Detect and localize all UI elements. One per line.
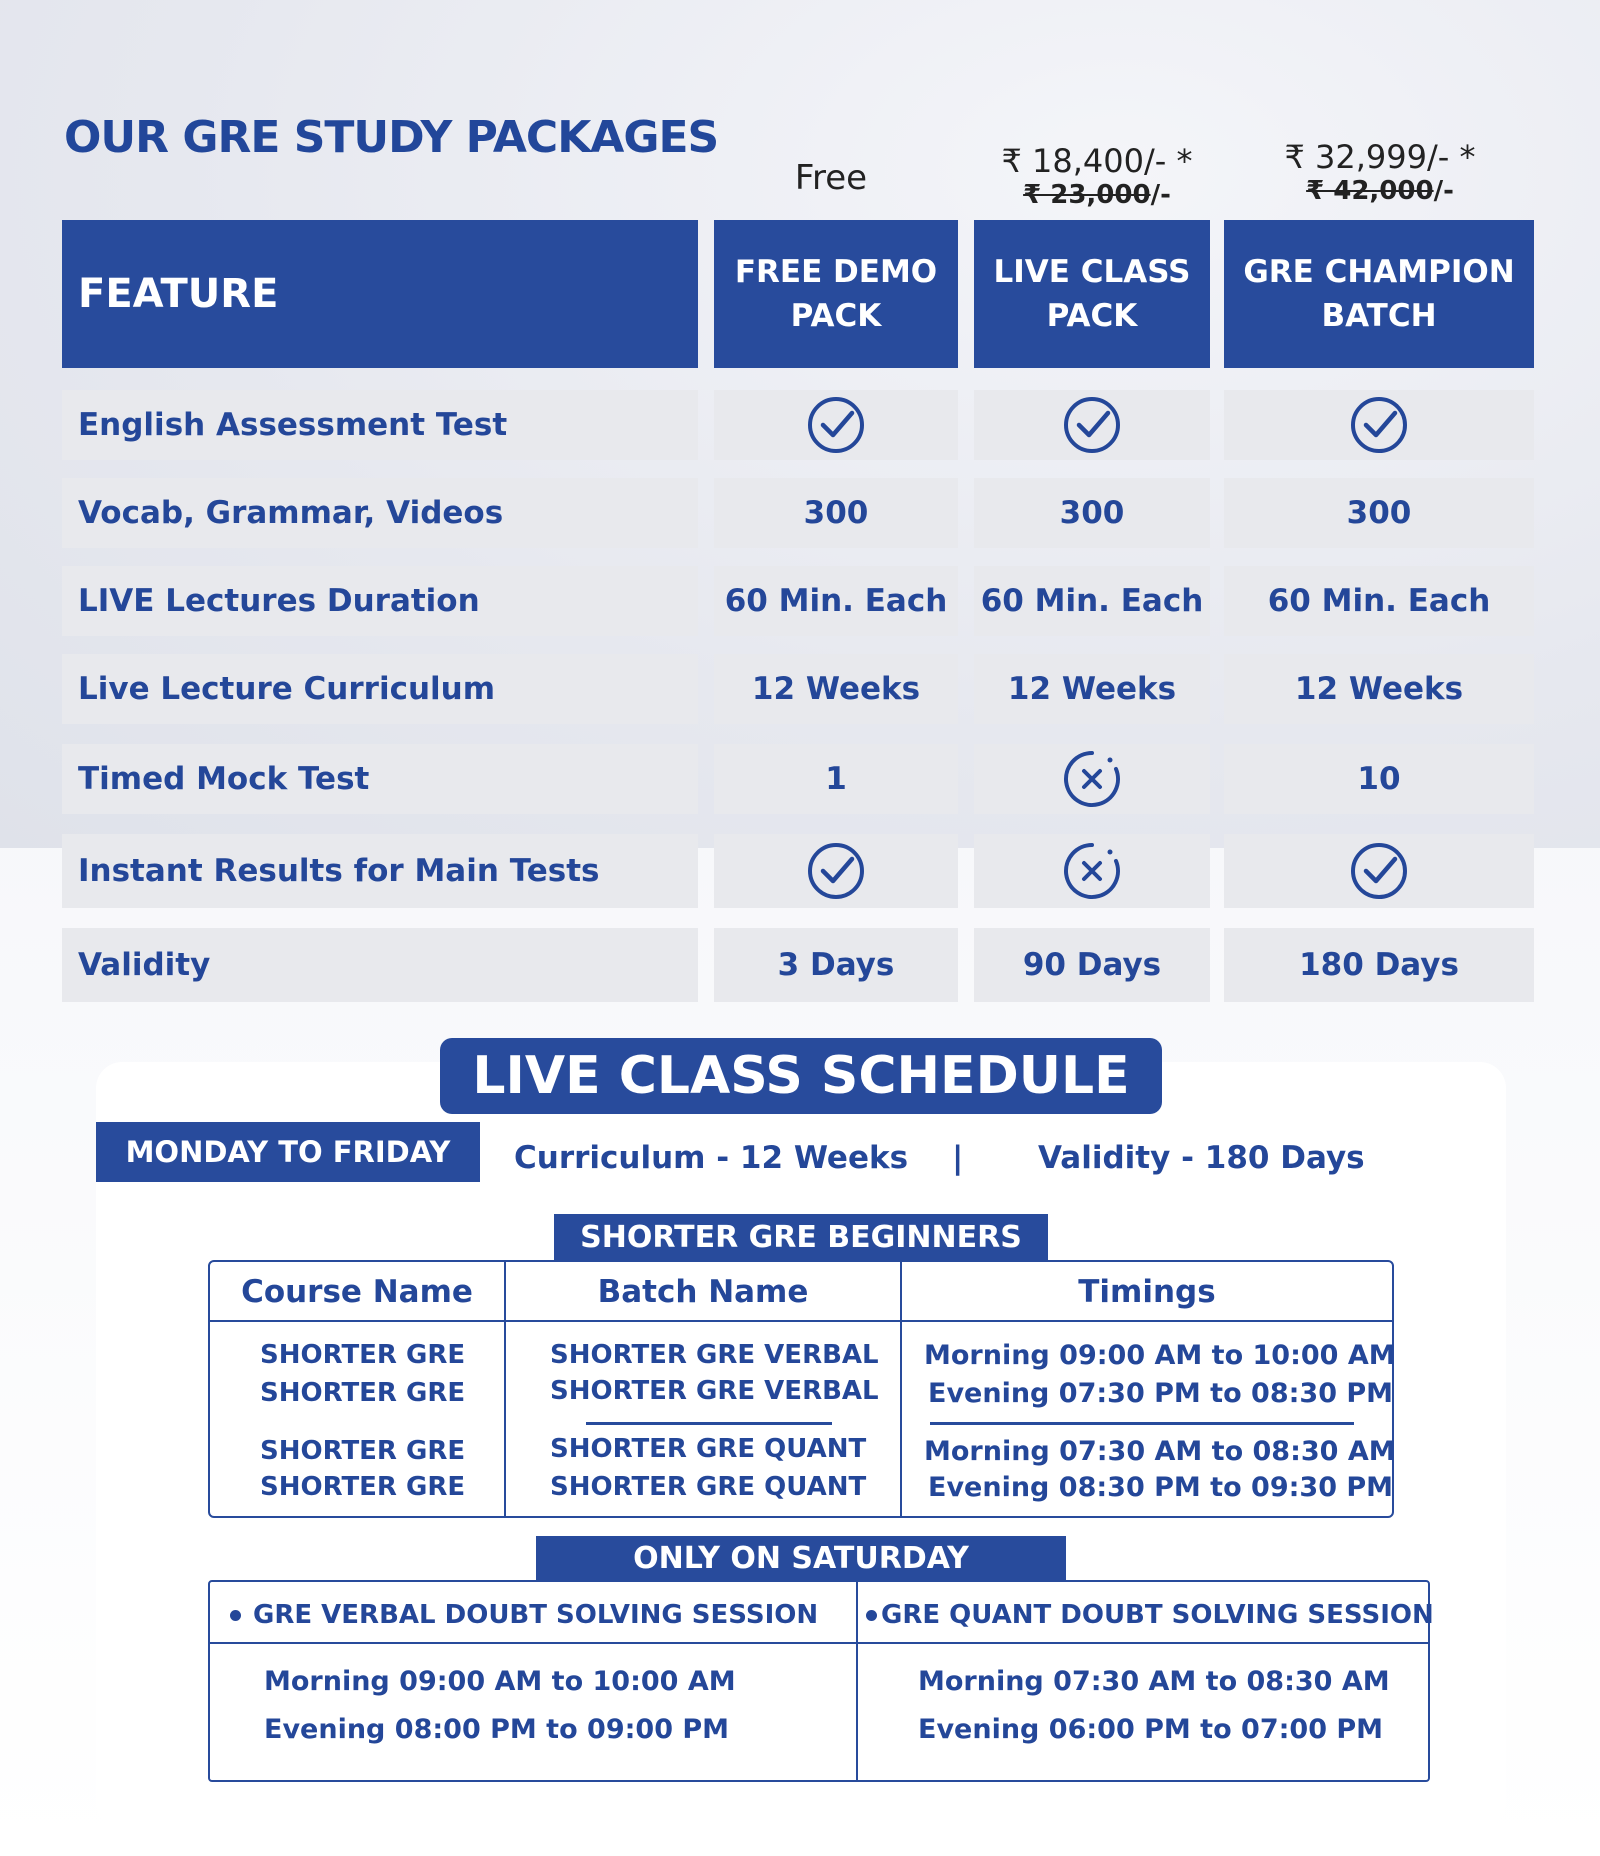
check-circle-icon xyxy=(806,395,866,455)
feature-value-cell xyxy=(974,390,1210,460)
feature-value-cell: 300 xyxy=(714,478,958,548)
feature-value-cell: 300 xyxy=(974,478,1210,548)
timing-cell: Morning 07:30 AM to 08:30 AM xyxy=(924,1436,1396,1467)
page-title: OUR GRE STUDY PACKAGES xyxy=(64,112,719,163)
quant-morning: Morning 07:30 AM to 08:30 AM xyxy=(918,1666,1390,1697)
divider xyxy=(586,1422,832,1425)
feature-value-cell: 60 Min. Each xyxy=(974,566,1210,636)
feature-value-cell: 180 Days xyxy=(1224,928,1534,1002)
info-separator: | xyxy=(952,1140,964,1176)
check-circle-icon xyxy=(1349,395,1409,455)
feature-value-cell: 60 Min. Each xyxy=(1224,566,1534,636)
feature-label: Live Lecture Curriculum xyxy=(62,654,698,724)
header-free-demo-pack: FREE DEMO PACK xyxy=(714,220,958,368)
price-free: Free xyxy=(794,158,868,198)
feature-value-cell: 60 Min. Each xyxy=(714,566,958,636)
saturday-title: ONLY ON SATURDAY xyxy=(536,1536,1066,1580)
check-circle-icon xyxy=(1062,395,1122,455)
feature-value-cell xyxy=(974,834,1210,908)
verbal-morning: Morning 09:00 AM to 10:00 AM xyxy=(264,1666,736,1697)
feature-value-cell xyxy=(1224,834,1534,908)
feature-value-cell: 90 Days xyxy=(974,928,1210,1002)
feature-value-cell: 3 Days xyxy=(714,928,958,1002)
feature-value-cell xyxy=(1224,390,1534,460)
cross-circle-icon xyxy=(1062,841,1122,901)
feature-value-cell xyxy=(714,834,958,908)
divider xyxy=(856,1580,858,1782)
price-champion-old: ₹ 42,000/- xyxy=(1306,176,1454,206)
course-cell: SHORTER GRE xyxy=(260,1340,466,1370)
feature-label: Validity xyxy=(62,928,698,1002)
cross-circle-icon xyxy=(1062,749,1122,809)
price-live-class-old: ₹ 23,000/- xyxy=(1023,180,1171,210)
divider xyxy=(208,1320,1394,1322)
feature-value-cell: 12 Weeks xyxy=(974,654,1210,724)
timing-cell: Evening 08:30 PM to 09:30 PM xyxy=(928,1472,1394,1503)
course-cell: SHORTER GRE xyxy=(260,1436,466,1466)
curriculum-info: Curriculum - 12 Weeks xyxy=(514,1140,909,1176)
batch-cell: SHORTER GRE QUANT xyxy=(550,1434,867,1464)
feature-value-cell: 1 xyxy=(714,744,958,814)
verbal-session-label: GRE VERBAL DOUBT SOLVING SESSION xyxy=(230,1600,818,1630)
check-circle-icon xyxy=(806,841,866,901)
col-header-batch: Batch Name xyxy=(597,1274,809,1310)
feature-value-cell xyxy=(974,744,1210,814)
timing-cell: Morning 09:00 AM to 10:00 AM xyxy=(924,1340,1396,1371)
header-live-class-pack: LIVE CLASS PACK xyxy=(974,220,1210,368)
batch-cell: SHORTER GRE QUANT xyxy=(550,1472,867,1502)
course-cell: SHORTER GRE xyxy=(260,1378,466,1408)
check-circle-icon xyxy=(1349,841,1409,901)
timing-cell: Evening 07:30 PM to 08:30 PM xyxy=(928,1378,1394,1409)
divider xyxy=(930,1422,1354,1425)
feature-value-cell xyxy=(714,390,958,460)
price-live-class xyxy=(972,142,1222,210)
verbal-evening: Evening 08:00 PM to 09:00 PM xyxy=(264,1714,730,1745)
feature-label: English Assessment Test xyxy=(62,390,698,460)
feature-label: Timed Mock Test xyxy=(62,744,698,814)
divider xyxy=(208,1642,1430,1644)
bullet-icon xyxy=(866,1610,877,1621)
header-feature: FEATURE xyxy=(62,220,698,368)
days-badge: MONDAY TO FRIDAY xyxy=(96,1122,480,1182)
price-live-class-current: ₹ 18,400/- * xyxy=(1001,142,1193,180)
beginners-title: SHORTER GRE BEGINNERS xyxy=(554,1214,1048,1260)
col-header-course: Course Name xyxy=(241,1274,473,1310)
price-champion-current: ₹ 32,999/- * xyxy=(1284,138,1476,176)
header-gre-champion-batch: GRE CHAMPION BATCH xyxy=(1224,220,1534,368)
course-cell: SHORTER GRE xyxy=(260,1472,466,1502)
batch-cell: SHORTER GRE VERBAL xyxy=(550,1376,879,1406)
quant-evening: Evening 06:00 PM to 07:00 PM xyxy=(918,1714,1384,1745)
col-header-timings: Timings xyxy=(1078,1274,1216,1310)
feature-value-cell: 10 xyxy=(1224,744,1534,814)
feature-value-cell: 12 Weeks xyxy=(714,654,958,724)
feature-label: Vocab, Grammar, Videos xyxy=(62,478,698,548)
quant-session-label: GRE QUANT DOUBT SOLVING SESSION xyxy=(866,1600,1434,1630)
feature-label: Instant Results for Main Tests xyxy=(62,834,698,908)
feature-value-cell: 300 xyxy=(1224,478,1534,548)
feature-value-cell: 12 Weeks xyxy=(1224,654,1534,724)
bullet-icon xyxy=(230,1610,241,1621)
feature-label: LIVE Lectures Duration xyxy=(62,566,698,636)
validity-info: Validity - 180 Days xyxy=(1038,1140,1365,1176)
price-champion xyxy=(1252,138,1508,206)
schedule-title: LIVE CLASS SCHEDULE xyxy=(440,1038,1162,1114)
batch-cell: SHORTER GRE VERBAL xyxy=(550,1340,879,1370)
